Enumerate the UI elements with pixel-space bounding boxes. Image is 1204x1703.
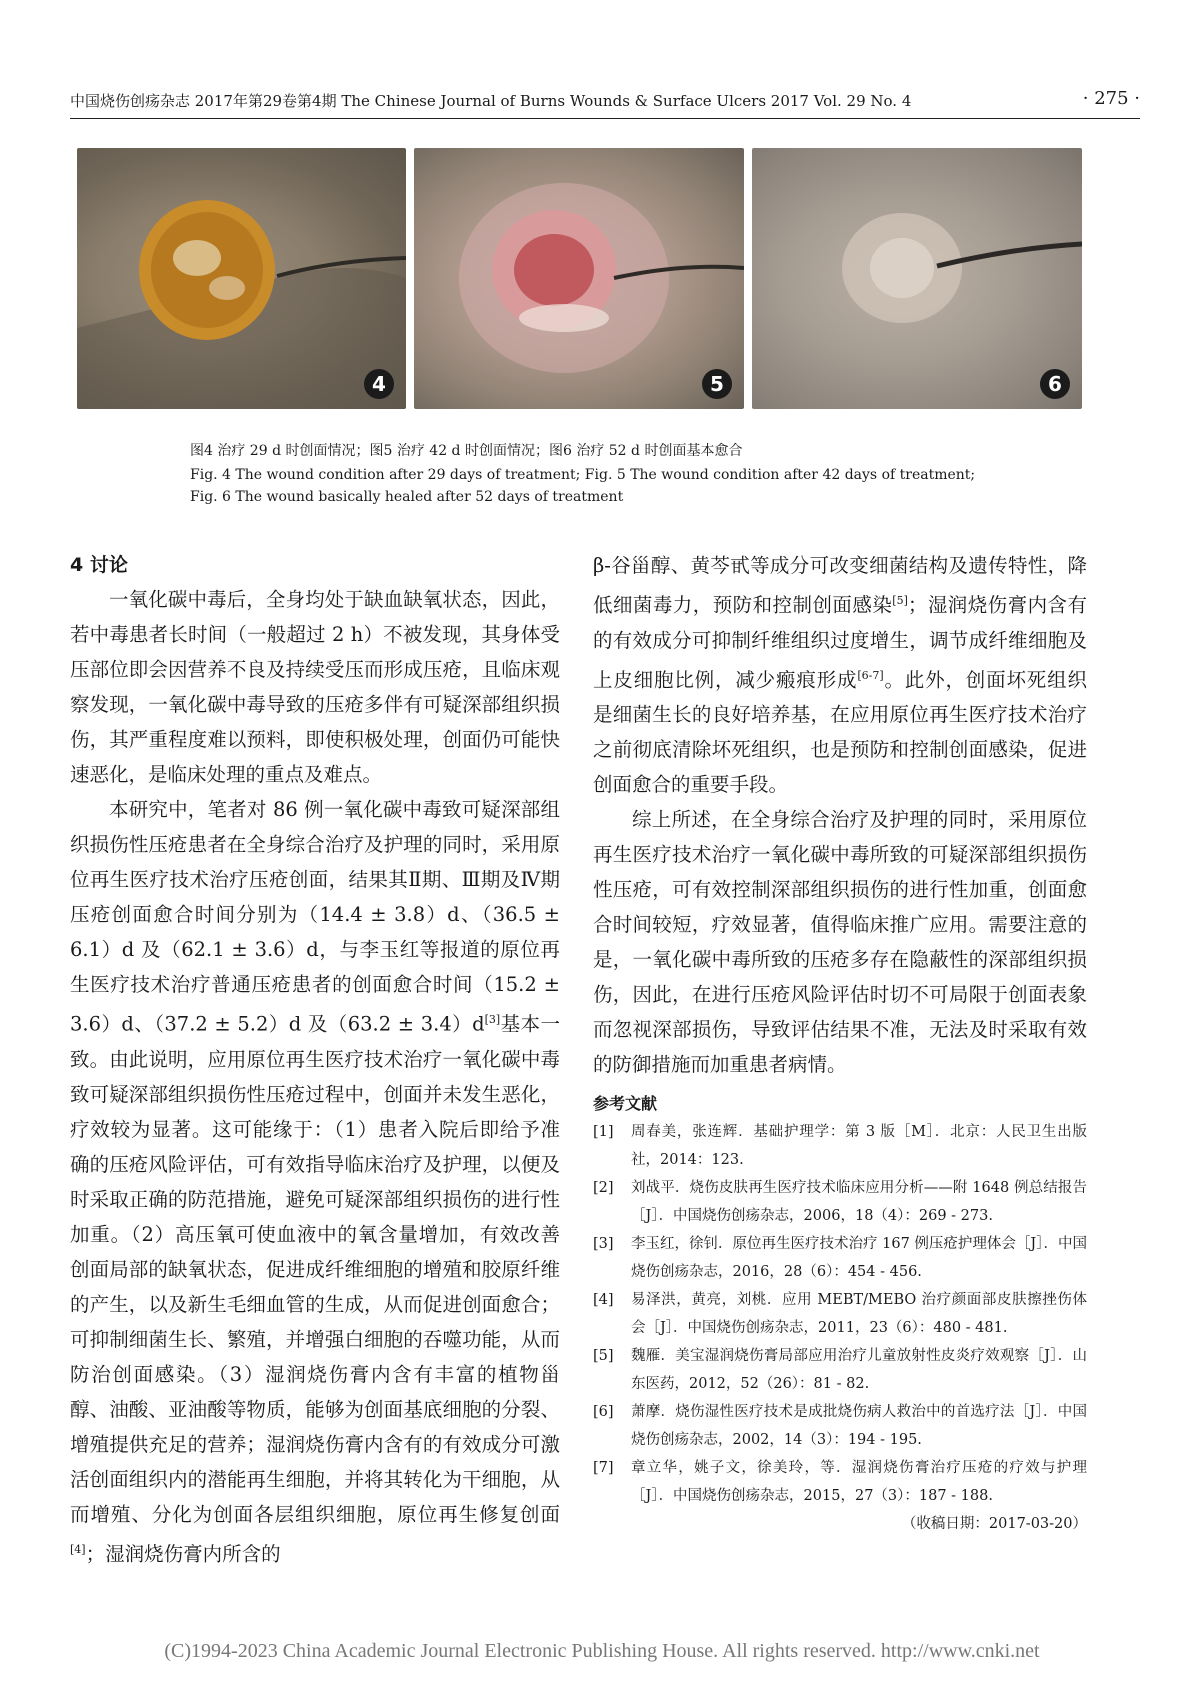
figure-caption-cn: 图4 治疗 29 d 时创面情况；图5 治疗 42 d 时创面情况；图6 治疗 52 d 时创面基本愈合 [190, 443, 743, 459]
left-column [70, 548, 560, 1571]
reference-number: [6] [593, 1404, 614, 1420]
received-date: （收稿日期：2017-03-20） [901, 1516, 1087, 1532]
paragraph: 本研究中，笔者对 86 例一氧化碳中毒致可疑深部组织损伤性压疮患者在全身综合治疗及护理的同时，采用原位再生医疗技术治疗压疮创面，结果其Ⅱ期、Ⅲ期及Ⅳ期压疮创面愈合时间分别为（14.4 ± 3.8）d、（36.5 ± 6.1）d 及（62.1 ± 3.6）d，与李玉红等报道的原位再生医疗技术治疗普通压疮患者的创面愈合时间（15.2 ± 3.6）d、（37.2 ± 5.2）d 及（63.2 ± 3.4）d[3]基本一致。由此说明，应用原位再生医疗技术治疗一氧化碳中毒致可疑深部组织损伤性压疮过程中，创面并未发生恶化，疗效较为显著。这可能缘于：（1）患者入院后即给予准确的压疮风险评估，可有效指导临床治疗及护理，以便及时采取正确的防范措施，避免可疑深部组织损伤的进行性加重。（2）高压氧可使血液中的氧含量增加，有效改善创面局部的缺氧状态，促进成纤维细胞的增殖和胶原纤维的产生，以及新生毛细血管的生成，从而促进创面愈合；可抑制细菌生长、繁殖，并增强白细胞的吞噬功能，从而防治创面感染。（3）湿润烧伤膏内含有丰富的植物甾醇、油酸、亚油酸等物质，能够为创面基底细胞的分裂、增殖提供充足的营养；湿润烧伤膏内含有的有效成分可激活创面组织内的潜能再生细胞，并将其转化为干细胞，从而增殖、分化为创面各层组织细胞，原位再生修复创面[4]；湿润烧伤膏内所含的 [70, 798, 560, 1565]
figure-caption-en-1: Fig. 4 The wound condition after 29 days of treatment; Fig. 5 The wound condition after 42 days of treatment; [190, 467, 976, 483]
figure-5-photo [414, 148, 744, 409]
figure-6-photo [752, 148, 1082, 409]
reference-item [593, 1286, 1087, 1342]
right-column [593, 548, 1087, 1538]
paragraph: 综上所述，在全身综合治疗及护理的同时，采用原位再生医疗技术治疗一氧化碳中毒所致的可疑深部组织损伤性压疮，可有效控制深部组织损伤的进行性加重，创面愈合时间较短，疗效显著，值得临床推广应用。需要注意的是，一氧化碳中毒所致的压疮多存在隐蔽性的深部组织损伤，因此，在进行压疮风险评估时切不可局限于创面表象而忽视深部损伤，导致评估结果不准，无法及时采取有效的防御措施而加重患者病情。 [593, 808, 1087, 1076]
figure-4-photo [77, 148, 406, 409]
reference-text: 章立华，姚子文，徐美玲，等．湿润烧伤膏治疗压疮的疗效与护理［J］．中国烧伤创疡杂志，2015，27（3）：187 - 188. [631, 1460, 1087, 1504]
reference-list [593, 1118, 1087, 1510]
figure-caption-en-2: Fig. 6 The wound basically healed after 52 days of treatment [190, 489, 624, 505]
references-heading: 参考文献 [593, 1094, 658, 1113]
reference-number: [3] [593, 1236, 614, 1252]
copyright-footer: (C)1994-2023 China Academic Journal Electronic Publishing House. All rights reserved. http://www.cnki.net [164, 1640, 1040, 1662]
wound-image-5 [414, 148, 744, 409]
paragraph: β-谷甾醇、黄芩甙等成分可改变细菌结构及遗传特性，降低细菌毒力，预防和控制创面感染[5]；湿润烧伤膏内含有的有效成分可抑制纤维组织过度增生，调节成纤维细胞及上皮细胞比例，减少瘢痕形成[6-7]。此外，创面坏死组织是细菌生长的良好培养基，在应用原位再生医疗技术治疗之前彻底清除坏死组织，也是预防和控制创面感染，促进创面愈合的重要手段。 [593, 554, 1087, 796]
journal-title: 中国烧伤创疡杂志 2017年第29卷第4期 The Chinese Journal of Burns Wounds & Surface Ulcers 2017 Vol. 29 No. 4 [70, 92, 912, 110]
wound-image-6 [752, 148, 1082, 409]
reference-item [593, 1342, 1087, 1398]
reference-number: [2] [593, 1180, 614, 1196]
reference-number: [5] [593, 1348, 614, 1364]
reference-text: 魏雁．美宝湿润烧伤膏局部应用治疗儿童放射性皮炎疗效观察［J］．山东医药，2012，52（26）：81 - 82. [631, 1348, 1087, 1392]
reference-text: 李玉红，徐钊．原位再生医疗技术治疗 167 例压疮护理体会［J］．中国烧伤创疡杂志，2016，28（6）：454 - 456. [631, 1236, 1087, 1280]
running-header [70, 88, 1140, 119]
reference-text: 萧摩．烧伤湿性医疗技术是成批烧伤病人救治中的首选疗法［J］．中国烧伤创疡杂志，2002，14（3）：194 - 195. [631, 1404, 1087, 1448]
figure-number-6: 6 [1040, 369, 1070, 399]
section-heading: 4 讨论 [70, 554, 128, 576]
reference-item [593, 1398, 1087, 1454]
figure-number-5: 5 [702, 369, 732, 399]
page-number: · 275 · [1082, 88, 1140, 109]
figure-number-4: 4 [364, 369, 394, 399]
paragraph: 一氧化碳中毒后，全身均处于缺血缺氧状态，因此，若中毒患者长时间（一般超过 2 h）不被发现，其身体受压部位即会因营养不良及持续受压而形成压疮，且临床观察发现，一氧化碳中毒导致的压疮多伴有可疑深部组织损伤，其严重程度难以预料，即使积极处理，创面仍可能快速恶化，是临床处理的重点及难点。 [70, 588, 560, 786]
reference-number: [1] [593, 1124, 614, 1140]
reference-item [593, 1454, 1087, 1510]
reference-item [593, 1230, 1087, 1286]
wound-image-4 [77, 148, 406, 409]
reference-text: 刘战平．烧伤皮肤再生医疗技术临床应用分析——附 1648 例总结报告［J］．中国烧伤创疡杂志，2006，18（4）：269 - 273. [631, 1180, 1087, 1224]
reference-text: 周春美，张连辉．基础护理学：第 3 版［M］．北京：人民卫生出版社，2014：123. [631, 1124, 1087, 1168]
reference-item [593, 1174, 1087, 1230]
reference-text: 易泽洪，黄亮，刘桃．应用 MEBT/MEBO 治疗颜面部皮肤擦挫伤体会［J］．中国烧伤创疡杂志，2011，23（6）：480 - 481. [631, 1292, 1087, 1336]
reference-number: [7] [593, 1460, 614, 1476]
reference-item [593, 1118, 1087, 1174]
reference-number: [4] [593, 1292, 614, 1308]
